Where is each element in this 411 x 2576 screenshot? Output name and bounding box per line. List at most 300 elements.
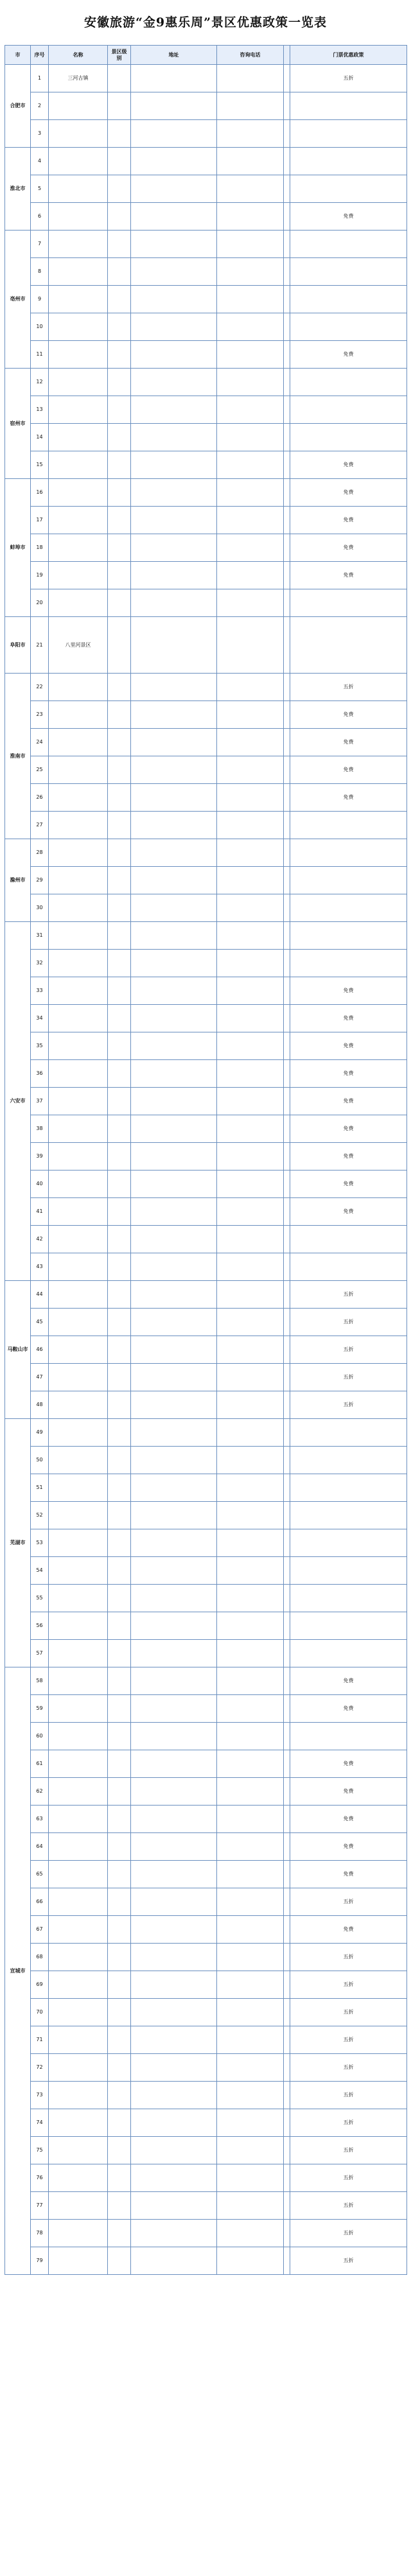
cell-policy: 五折 [290, 2164, 407, 2192]
cell-number: 69 [31, 1971, 49, 1999]
table-row [5, 424, 407, 451]
cell-name [49, 2054, 108, 2082]
cell-phone [217, 1999, 284, 2026]
cell-level [108, 92, 131, 120]
cell-address [131, 1474, 217, 1502]
header-policy: 门票优惠政策 [290, 46, 407, 65]
cell-spacer [284, 1060, 290, 1088]
cell-level [108, 1861, 131, 1888]
cell-phone [217, 1502, 284, 1529]
cell-spacer [284, 1419, 290, 1447]
cell-phone [217, 534, 284, 562]
cell-number: 18 [31, 534, 49, 562]
cell-spacer [284, 65, 290, 92]
cell-name [49, 756, 108, 784]
cell-number: 27 [31, 812, 49, 839]
cell-name [49, 175, 108, 203]
cell-address [131, 1667, 217, 1695]
header-phone: 咨询电话 [217, 46, 284, 65]
cell-phone [217, 507, 284, 534]
cell-address [131, 1971, 217, 1999]
table-row [5, 2082, 407, 2109]
table-row [5, 175, 407, 203]
cell-address [131, 203, 217, 231]
table-row [5, 1143, 407, 1171]
cell-spacer [284, 562, 290, 589]
table-row [5, 451, 407, 479]
cell-number: 20 [31, 589, 49, 617]
cell-address [131, 1309, 217, 1336]
cell-level [108, 65, 131, 92]
cell-phone [217, 839, 284, 867]
cell-level [108, 867, 131, 894]
cell-policy: 免费 [290, 1916, 407, 1944]
cell-name: 三河古镇 [49, 65, 108, 92]
cell-spacer [284, 231, 290, 258]
cell-spacer [284, 1198, 290, 1226]
cell-policy: 免费 [290, 1198, 407, 1226]
cell-spacer [284, 258, 290, 286]
cell-phone [217, 1336, 284, 1364]
cell-address [131, 1612, 217, 1640]
cell-spacer [284, 1888, 290, 1916]
cell-level [108, 231, 131, 258]
cell-level [108, 812, 131, 839]
cell-level [108, 1916, 131, 1944]
cell-name [49, 1364, 108, 1391]
cell-address [131, 950, 217, 977]
cell-policy [290, 922, 407, 950]
cell-spacer [284, 1032, 290, 1060]
cell-phone [217, 1447, 284, 1474]
table-row [5, 2164, 407, 2192]
table-row [5, 1391, 407, 1419]
cell-level [108, 1585, 131, 1612]
cell-spacer [284, 922, 290, 950]
cell-phone [217, 1474, 284, 1502]
cell-level [108, 396, 131, 424]
table-row [5, 1529, 407, 1557]
cell-address [131, 1226, 217, 1253]
cell-level [108, 1750, 131, 1778]
cell-number: 59 [31, 1695, 49, 1723]
cell-phone [217, 1861, 284, 1888]
cell-level [108, 1695, 131, 1723]
cell-spacer [284, 1667, 290, 1695]
cell-spacer [284, 479, 290, 507]
table-row [5, 65, 407, 92]
cell-name [49, 1612, 108, 1640]
cell-policy [290, 148, 407, 175]
cell-level [108, 2109, 131, 2137]
cell-level [108, 1391, 131, 1419]
cell-level [108, 674, 131, 701]
cell-name [49, 922, 108, 950]
cell-name [49, 1833, 108, 1861]
table-row [5, 1309, 407, 1336]
cell-policy [290, 424, 407, 451]
cell-level [108, 839, 131, 867]
cell-spacer [284, 1640, 290, 1667]
cell-spacer [284, 674, 290, 701]
cell-number: 46 [31, 1336, 49, 1364]
cell-level [108, 2164, 131, 2192]
cell-spacer [284, 867, 290, 894]
cell-number: 49 [31, 1419, 49, 1447]
cell-policy [290, 396, 407, 424]
cell-spacer [284, 1612, 290, 1640]
cell-address [131, 1585, 217, 1612]
cell-name [49, 812, 108, 839]
cell-spacer [284, 1695, 290, 1723]
cell-phone [217, 2192, 284, 2220]
cell-policy [290, 617, 407, 674]
cell-spacer [284, 2137, 290, 2164]
cell-level [108, 2247, 131, 2275]
cell-number: 35 [31, 1032, 49, 1060]
table-row [5, 534, 407, 562]
cell-address [131, 451, 217, 479]
cell-phone [217, 1253, 284, 1281]
table-row [5, 894, 407, 922]
cell-level [108, 1944, 131, 1971]
cell-number: 37 [31, 1088, 49, 1115]
cell-address [131, 1447, 217, 1474]
cell-name [49, 424, 108, 451]
cell-level [108, 1253, 131, 1281]
cell-address [131, 286, 217, 313]
table-row [5, 203, 407, 231]
cell-phone [217, 286, 284, 313]
cell-phone [217, 617, 284, 674]
cell-address [131, 674, 217, 701]
cell-address [131, 534, 217, 562]
cell-level [108, 2137, 131, 2164]
cell-name [49, 2082, 108, 2109]
cell-address [131, 1171, 217, 1198]
cell-number: 62 [31, 1778, 49, 1806]
cell-address [131, 1032, 217, 1060]
cell-phone [217, 922, 284, 950]
cell-spacer [284, 396, 290, 424]
cell-phone [217, 231, 284, 258]
cell-number: 5 [31, 175, 49, 203]
header-number: 序号 [31, 46, 49, 65]
cell-name [49, 1750, 108, 1778]
cell-number: 7 [31, 231, 49, 258]
cell-name [49, 1916, 108, 1944]
cell-level [108, 479, 131, 507]
cell-name [49, 1226, 108, 1253]
cell-policy: 免费 [290, 1088, 407, 1115]
cell-policy: 五折 [290, 2054, 407, 2082]
cell-phone [217, 1585, 284, 1612]
cell-number: 60 [31, 1723, 49, 1750]
cell-spacer [284, 313, 290, 341]
cell-number: 33 [31, 977, 49, 1005]
cell-level [108, 1806, 131, 1833]
cell-city: 滁州市 [5, 839, 31, 922]
cell-policy [290, 175, 407, 203]
cell-name [49, 784, 108, 812]
cell-address [131, 1198, 217, 1226]
cell-address [131, 341, 217, 369]
cell-policy [290, 894, 407, 922]
cell-phone [217, 1557, 284, 1585]
cell-phone [217, 2109, 284, 2137]
cell-number: 6 [31, 203, 49, 231]
cell-level [108, 1529, 131, 1557]
cell-phone [217, 2082, 284, 2109]
cell-policy [290, 258, 407, 286]
cell-spacer [284, 1364, 290, 1391]
table-row [5, 562, 407, 589]
cell-address [131, 729, 217, 756]
cell-address [131, 617, 217, 674]
cell-name [49, 1861, 108, 1888]
cell-address [131, 507, 217, 534]
cell-address [131, 1999, 217, 2026]
cell-number: 1 [31, 65, 49, 92]
cell-number: 11 [31, 341, 49, 369]
cell-number: 47 [31, 1364, 49, 1391]
cell-level [108, 120, 131, 148]
cell-spacer [284, 1750, 290, 1778]
cell-level [108, 369, 131, 396]
cell-address [131, 1916, 217, 1944]
cell-address [131, 1640, 217, 1667]
cell-policy: 免费 [290, 784, 407, 812]
cell-level [108, 203, 131, 231]
cell-phone [217, 2054, 284, 2082]
cell-level [108, 175, 131, 203]
cell-phone [217, 424, 284, 451]
table-row [5, 231, 407, 258]
table-row [5, 1999, 407, 2026]
cell-level [108, 1557, 131, 1585]
cell-phone [217, 1419, 284, 1447]
cell-policy: 五折 [290, 1391, 407, 1419]
cell-name [49, 562, 108, 589]
cell-address [131, 839, 217, 867]
cell-address [131, 2137, 217, 2164]
cell-name [49, 1060, 108, 1088]
cell-spacer [284, 1585, 290, 1612]
table-row [5, 1778, 407, 1806]
cell-name [49, 534, 108, 562]
cell-policy: 免费 [290, 1778, 407, 1806]
table-row [5, 729, 407, 756]
cell-policy [290, 589, 407, 617]
cell-spacer [284, 1005, 290, 1032]
cell-policy [290, 313, 407, 341]
cell-spacer [284, 507, 290, 534]
cell-spacer [284, 1971, 290, 1999]
cell-policy [290, 120, 407, 148]
cell-spacer [284, 451, 290, 479]
cell-number: 41 [31, 1198, 49, 1226]
table-row [5, 1806, 407, 1833]
table-row [5, 701, 407, 729]
cell-name [49, 451, 108, 479]
cell-spacer [284, 2026, 290, 2054]
cell-level [108, 617, 131, 674]
cell-number: 57 [31, 1640, 49, 1667]
cell-name [49, 894, 108, 922]
cell-name [49, 2164, 108, 2192]
cell-spacer [284, 1171, 290, 1198]
cell-name [49, 1667, 108, 1695]
cell-name [49, 203, 108, 231]
cell-address [131, 396, 217, 424]
cell-policy [290, 1253, 407, 1281]
table-row [5, 784, 407, 812]
cell-number: 76 [31, 2164, 49, 2192]
cell-phone [217, 1750, 284, 1778]
cell-name [49, 2137, 108, 2164]
cell-phone [217, 341, 284, 369]
cell-number: 63 [31, 1806, 49, 1833]
cell-name [49, 950, 108, 977]
cell-level [108, 1281, 131, 1309]
cell-policy: 五折 [290, 1999, 407, 2026]
cell-city: 淮南市 [5, 674, 31, 839]
cell-phone [217, 1695, 284, 1723]
cell-phone [217, 867, 284, 894]
cell-address [131, 65, 217, 92]
cell-name [49, 1115, 108, 1143]
cell-policy: 免费 [290, 1861, 407, 1888]
cell-policy [290, 1419, 407, 1447]
cell-spacer [284, 1253, 290, 1281]
cell-city: 阜阳市 [5, 617, 31, 674]
cell-address [131, 175, 217, 203]
cell-level [108, 1640, 131, 1667]
cell-number: 30 [31, 894, 49, 922]
cell-policy: 免费 [290, 1032, 407, 1060]
cell-phone [217, 950, 284, 977]
document-title: 安徽旅游“金9惠乐周”景区优惠政策一览表 [83, 15, 328, 30]
cell-policy: 五折 [290, 674, 407, 701]
cell-level [108, 701, 131, 729]
table-row [5, 867, 407, 894]
cell-policy [290, 950, 407, 977]
cell-address [131, 1060, 217, 1088]
cell-policy: 免费 [290, 1005, 407, 1032]
cell-name [49, 1502, 108, 1529]
cell-name [49, 148, 108, 175]
cell-policy: 免费 [290, 729, 407, 756]
cell-level [108, 1971, 131, 1999]
cell-level [108, 2192, 131, 2220]
cell-spacer [284, 1944, 290, 1971]
cell-spacer [284, 1143, 290, 1171]
table-row [5, 258, 407, 286]
cell-level [108, 507, 131, 534]
cell-spacer [284, 1474, 290, 1502]
cell-city: 亳州市 [5, 231, 31, 369]
cell-number: 45 [31, 1309, 49, 1336]
cell-phone [217, 894, 284, 922]
cell-address [131, 2247, 217, 2275]
table-row [5, 1253, 407, 1281]
cell-level [108, 1474, 131, 1502]
cell-spacer [284, 589, 290, 617]
cell-address [131, 922, 217, 950]
cell-phone [217, 2026, 284, 2054]
table-row [5, 1032, 407, 1060]
cell-phone [217, 203, 284, 231]
cell-phone [217, 2247, 284, 2275]
header-address: 地址 [131, 46, 217, 65]
cell-name [49, 2109, 108, 2137]
cell-policy: 免费 [290, 1143, 407, 1171]
cell-phone [217, 562, 284, 589]
cell-number: 29 [31, 867, 49, 894]
cell-name [49, 286, 108, 313]
cell-number: 14 [31, 424, 49, 451]
cell-spacer [284, 729, 290, 756]
cell-policy [290, 369, 407, 396]
cell-address [131, 1529, 217, 1557]
cell-policy: 五折 [290, 2026, 407, 2054]
cell-name [49, 1198, 108, 1226]
cell-phone [217, 674, 284, 701]
table-row [5, 756, 407, 784]
table-row [5, 120, 407, 148]
cell-policy: 五折 [290, 2082, 407, 2109]
cell-number: 25 [31, 756, 49, 784]
cell-spacer [284, 1447, 290, 1474]
cell-phone [217, 756, 284, 784]
cell-address [131, 2054, 217, 2082]
table-row [5, 674, 407, 701]
cell-name [49, 1971, 108, 1999]
cell-city: 淮北市 [5, 148, 31, 231]
table-row [5, 1888, 407, 1916]
table-row [5, 1364, 407, 1391]
cell-level [108, 729, 131, 756]
cell-spacer [284, 424, 290, 451]
table-row [5, 2054, 407, 2082]
cell-level [108, 148, 131, 175]
cell-spacer [284, 341, 290, 369]
cell-phone [217, 784, 284, 812]
cell-address [131, 1750, 217, 1778]
cell-phone [217, 1916, 284, 1944]
cell-name [49, 2192, 108, 2220]
cell-address [131, 479, 217, 507]
cell-spacer [284, 1861, 290, 1888]
cell-number: 44 [31, 1281, 49, 1309]
cell-address [131, 2026, 217, 2054]
cell-policy [290, 1529, 407, 1557]
table-row [5, 1088, 407, 1115]
header-spacer [284, 46, 290, 65]
cell-name [49, 1171, 108, 1198]
cell-name [49, 313, 108, 341]
cell-address [131, 1833, 217, 1861]
cell-spacer [284, 1336, 290, 1364]
cell-policy: 五折 [290, 1336, 407, 1364]
table-row [5, 1171, 407, 1198]
cell-number: 13 [31, 396, 49, 424]
cell-policy: 五折 [290, 1281, 407, 1309]
table-row [5, 1833, 407, 1861]
header-name: 名称 [49, 46, 108, 65]
table-body [5, 65, 407, 2275]
cell-phone [217, 1032, 284, 1060]
